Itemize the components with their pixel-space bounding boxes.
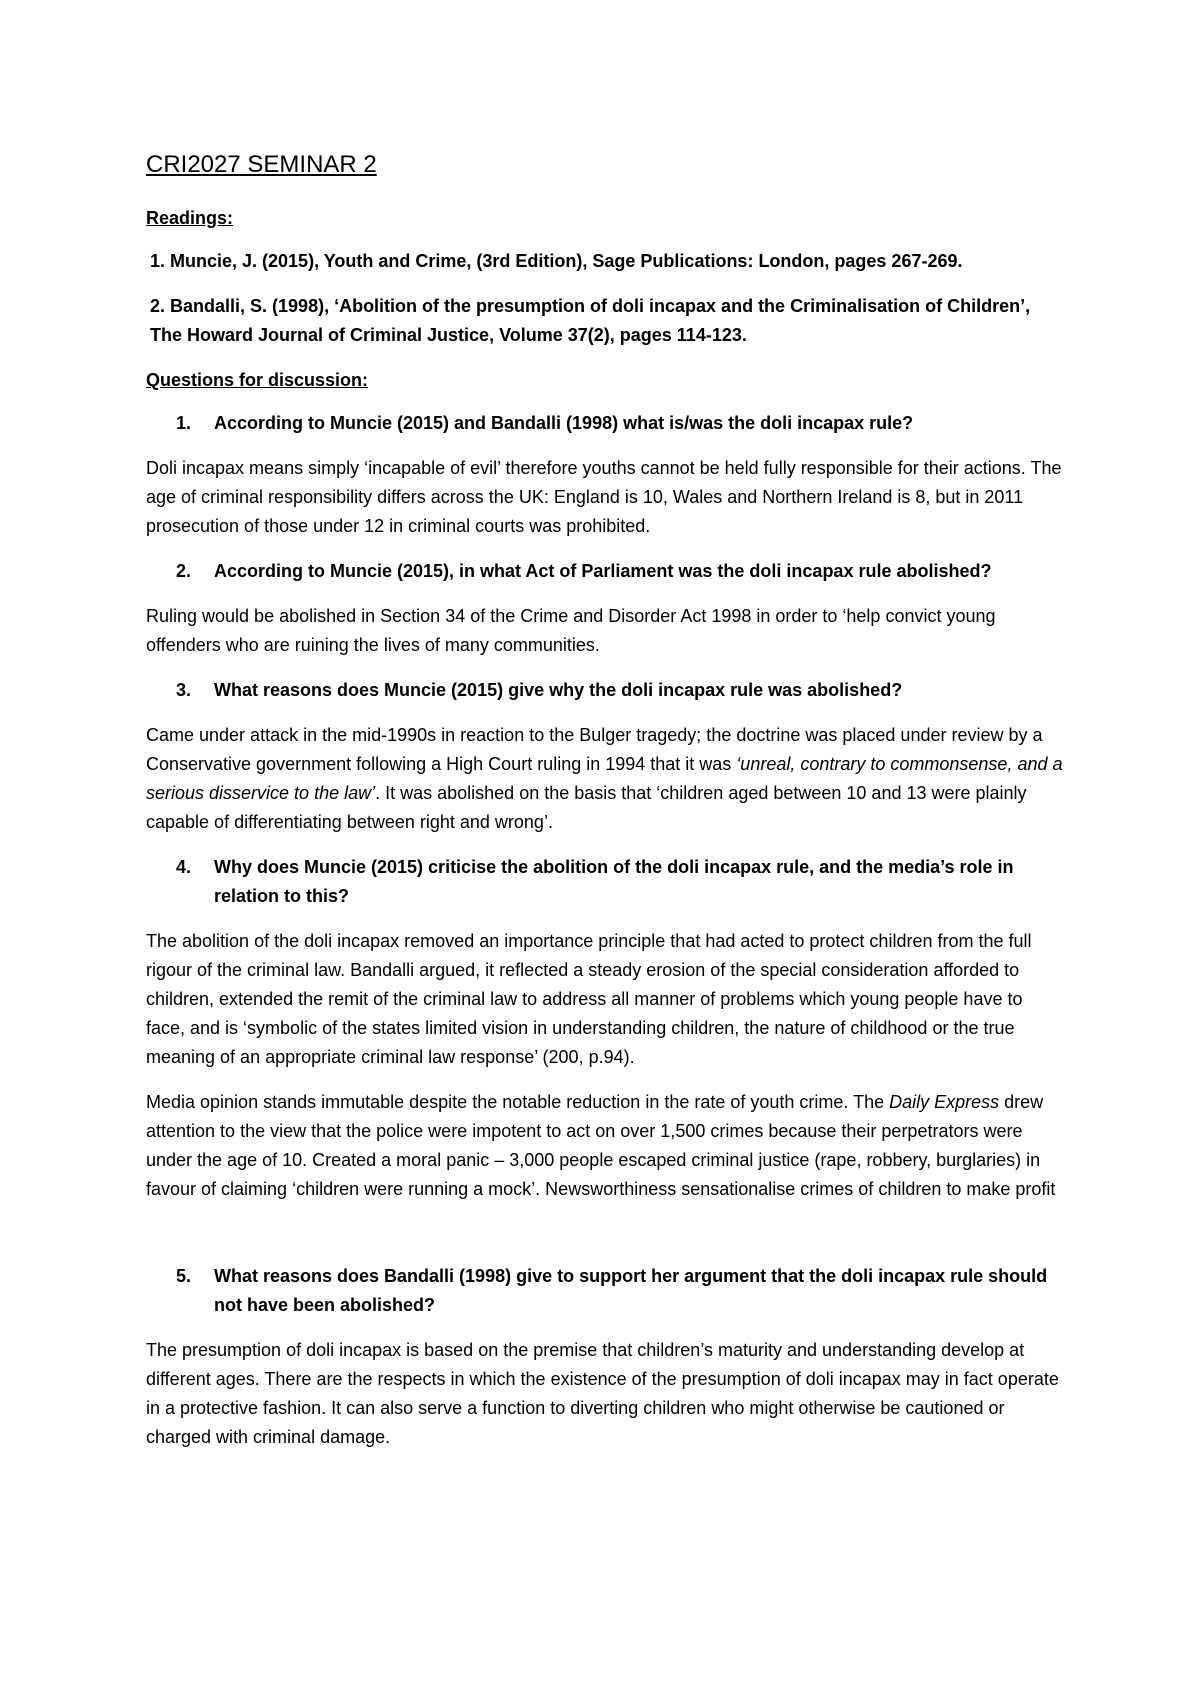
question-text: Why does Muncie (2015) criticise the abolition of the doli incapax rule, and the media’s role in relation to this? [214,857,1014,906]
question-3 [146,676,1066,705]
question-number: 3. [176,680,192,700]
question-5 [146,1262,1066,1320]
answer-paragraph [146,1088,1066,1204]
question-2 [146,557,1066,586]
answer-paragraph [146,721,1066,837]
question-text: What reasons does Bandalli (1998) give to support her argument that the doli incapax rule should not have been abolished? [214,1266,1048,1315]
answer-paragraph: Ruling would be abolished in Section 34 of the Crime and Disorder Act 1998 in order to ‘help convict young offenders who are ruining the lives of many communities. [146,606,996,655]
answer-paragraph: Doli incapax means simply ‘incapable of evil’ therefore youths cannot be held fully responsible for their actions. The age of criminal responsibility differs across the UK: England is 10, Wales and Northern Ireland is 8, but in 2011 prosecution of those under 12 in criminal courts was prohibited. [146,458,1062,536]
document-page [146,150,1066,1468]
question-number: 1. [176,413,192,433]
reading-item: 1. Muncie, J. (2015), Youth and Crime, (3rd Edition), Sage Publications: London, pages 267-269. [150,251,963,271]
document-title: CRI2027 SEMINAR 2 [146,151,377,178]
question-4 [146,853,1066,911]
answer-text: Came under attack in the mid-1990s in reaction to the Bulger tragedy; the doctrine was placed under review by a Conservative government following a High Court ruling in 1994 that it was [146,725,1043,774]
answer-text: . It was abolished on the basis that ‘children aged between 10 and 13 were plainly capable of differentiating between right and wrong’. [146,783,1027,832]
answer-quote: ‘unreal, contrary to commonsense, and a serious disservice to the law’ [146,754,1063,803]
answer-paragraph: The abolition of the doli incapax removed an importance principle that had acted to protect children from the full rigour of the criminal law. Bandalli argued, it reflected a steady erosion of the special consideration afforded to children, extended the remit of the criminal law to address all manner of problems which young people have to face, and is ‘symbolic of the states limited vision in understanding children, the nature of childhood or the true meaning of an appropriate criminal law response’ (200, p.94). [146,931,1032,1067]
newspaper-name: Daily Express [889,1092,1000,1112]
answer-paragraph: The presumption of doli incapax is based on the premise that children’s maturity and understanding develop at different ages. There are the respects in which the existence of the presumption of doli incapax may in fact operate in a protective fashion. It can also serve a function to diverting children who might otherwise be cautioned or charged with criminal damage. [146,1340,1059,1447]
answer-text: Media opinion stands immutable despite the notable reduction in the rate of youth crime. The [146,1092,890,1112]
question-number: 5. [176,1266,192,1286]
readings-heading: Readings: [146,208,234,228]
question-text: According to Muncie (2015), in what Act of Parliament was the doli incapax rule abolished? [214,561,992,581]
question-number: 2. [176,561,192,581]
question-text: What reasons does Muncie (2015) give why the doli incapax rule was abolished? [214,680,903,700]
reading-item: 2. Bandalli, S. (1998), ‘Abolition of the presumption of doli incapax and the Criminalisation of Children’, The Howard Journal of Criminal Justice, Volume 37(2), pages 114-123. [150,296,1031,345]
answer-text: drew attention to the view that the police were impotent to act on over 1,500 crimes because their perpetrators were under the age of 10. Created a moral panic – 3,000 people escaped criminal justice (rape, robbery, burglaries) in favour of claiming ‘children were running a mock’. Newsworthiness sensationalise crimes of children to make profit [146,1092,1056,1199]
blank-space [146,1220,1066,1262]
question-1 [146,409,1066,438]
question-number: 4. [176,857,192,877]
question-text: According to Muncie (2015) and Bandalli (1998) what is/was the doli incapax rule? [214,413,914,433]
questions-heading: Questions for discussion: [146,370,369,390]
